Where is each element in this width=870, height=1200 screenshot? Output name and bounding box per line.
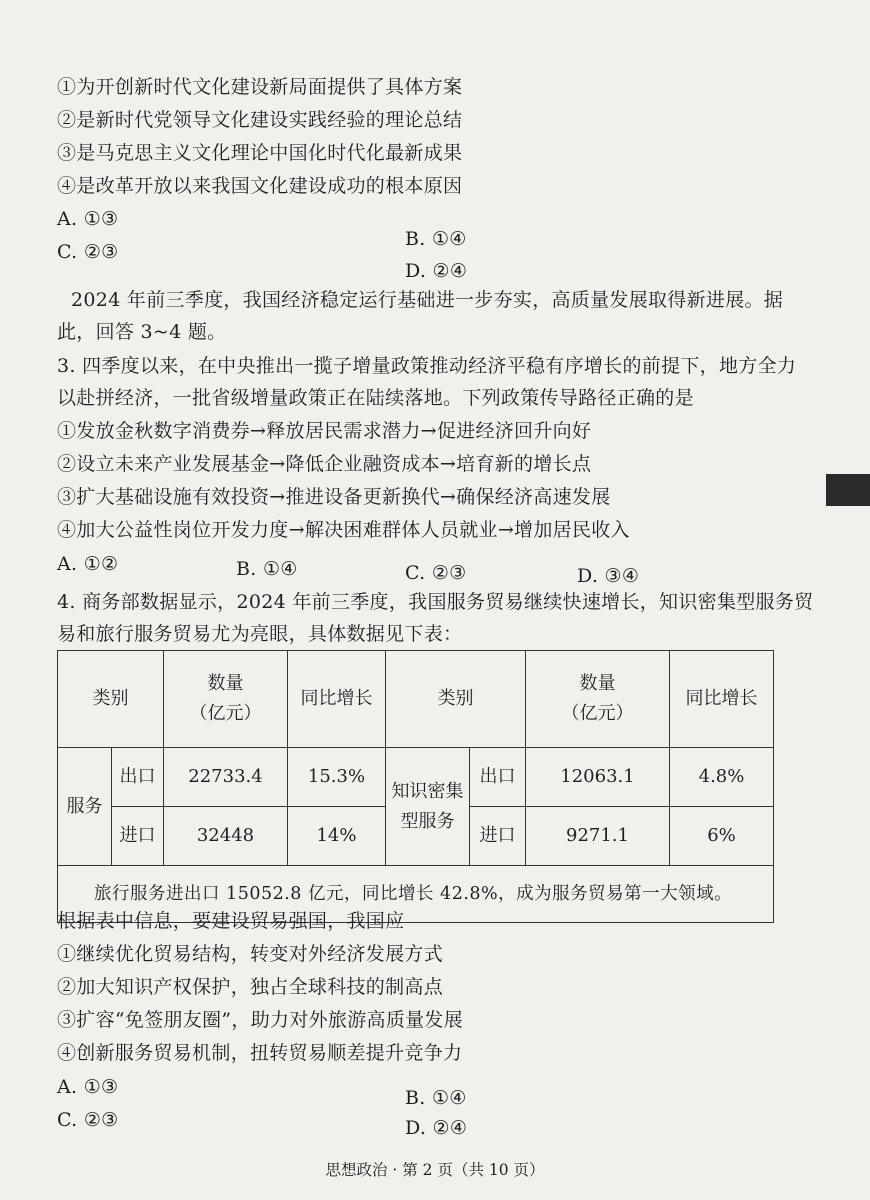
header-category-1: 类别 <box>58 651 164 748</box>
header-growth-1: 同比增长 <box>288 651 386 748</box>
service-import-value: 32448 <box>164 807 288 866</box>
header-amount-1: 数量 （亿元） <box>164 651 288 748</box>
trade-data-table <box>57 650 774 923</box>
q3-choice-d: D. ③④ <box>577 565 640 587</box>
knowledge-export-value: 12063.1 <box>526 748 670 807</box>
prev-choice-d: D. ②④ <box>405 260 468 282</box>
q3-stem-line-2: 以赴拼经济，一批省级增量政策正在陆续落地。下列政策传导路径正确的是 <box>57 387 694 409</box>
knowledge-export-label: 出口 <box>470 748 526 807</box>
knowledge-export-growth: 4.8% <box>670 748 774 807</box>
q3-option-1: ①发放金秋数字消费券→释放居民需求潜力→促进经济回升向好 <box>57 420 592 442</box>
q3-choice-c: C. ②③ <box>405 562 467 584</box>
table-header-row <box>58 651 774 748</box>
header-amount-2: 数量 （亿元） <box>526 651 670 748</box>
service-export-growth: 15.3% <box>288 748 386 807</box>
q4-question: 根据表中信息，要建设贸易强国，我国应 <box>57 910 405 932</box>
prev-option-3: ③是马克思主义文化理论中国化时代化最新成果 <box>57 142 463 164</box>
knowledge-service-label: 知识密集 型服务 <box>386 748 470 866</box>
material-line-2: 此，回答 3~4 题。 <box>57 321 227 343</box>
q3-option-3: ③扩大基础设施有效投资→推进设备更新换代→确保经济高速发展 <box>57 486 611 508</box>
q3-option-4: ④加大公益性岗位开发力度→解决困难群体人员就业→增加居民收入 <box>57 519 630 541</box>
knowledge-import-value: 9271.1 <box>526 807 670 866</box>
knowledge-import-label: 进口 <box>470 807 526 866</box>
header-growth-2: 同比增长 <box>670 651 774 748</box>
q4-option-1: ①继续优化贸易结构，转变对外经济发展方式 <box>57 943 444 965</box>
travel-service-note: 旅行服务进出口 15052.8 亿元，同比增长 42.8%，成为服务贸易第一大领域。 <box>58 866 774 923</box>
q4-choice-b: B. ①④ <box>405 1087 467 1109</box>
q4-option-4: ④创新服务贸易机制，扭转贸易顺差提升竞争力 <box>57 1042 463 1064</box>
q3-choice-b: B. ①④ <box>236 558 298 580</box>
prev-choice-a: A. ①③ <box>57 208 119 230</box>
prev-option-1: ①为开创新时代文化建设新局面提供了具体方案 <box>57 76 463 98</box>
q4-choice-c: C. ②③ <box>57 1109 119 1131</box>
prev-choice-b: B. ①④ <box>405 228 467 250</box>
prev-option-4: ④是改革开放以来我国文化建设成功的根本原因 <box>57 175 463 197</box>
prev-option-2: ②是新时代党领导文化建设实践经验的理论总结 <box>57 109 463 131</box>
q3-stem-line-1: 3. 四季度以来，在中央推出一揽子增量政策推动经济平稳有序增长的前提下，地方全力 <box>57 355 797 377</box>
service-import-growth: 14% <box>288 807 386 866</box>
service-label: 服务 <box>58 748 112 866</box>
q4-option-3: ③扩容“免签朋友圈”，助力对外旅游高质量发展 <box>57 1009 464 1031</box>
header-category-2: 类别 <box>386 651 526 748</box>
q4-stem-line-1: 4. 商务部数据显示，2024 年前三季度，我国服务贸易继续快速增长，知识密集型服务贸 <box>57 591 814 613</box>
q4-choice-d: D. ②④ <box>405 1117 468 1139</box>
table-row <box>58 748 774 807</box>
page-footer: 思想政治 · 第 2 页（共 10 页） <box>325 1161 545 1179</box>
q4-choice-a: A. ①③ <box>57 1076 119 1098</box>
material-line-1: 2024 年前三季度，我国经济稳定运行基础进一步夯实，高质量发展取得新进展。据 <box>71 289 784 311</box>
q4-stem-line-2: 易和旅行服务贸易尤为亮眼，具体数据见下表： <box>57 623 463 645</box>
service-export-label: 出口 <box>112 748 164 807</box>
q3-choice-a: A. ①② <box>57 553 119 575</box>
q4-option-2: ②加大知识产权保护，独占全球科技的制高点 <box>57 976 444 998</box>
service-export-value: 22733.4 <box>164 748 288 807</box>
page-edge-tab-marker <box>826 474 870 506</box>
q3-option-2: ②设立未来产业发展基金→降低企业融资成本→培育新的增长点 <box>57 453 592 475</box>
service-import-label: 进口 <box>112 807 164 866</box>
prev-choice-c: C. ②③ <box>57 241 119 263</box>
knowledge-import-growth: 6% <box>670 807 774 866</box>
